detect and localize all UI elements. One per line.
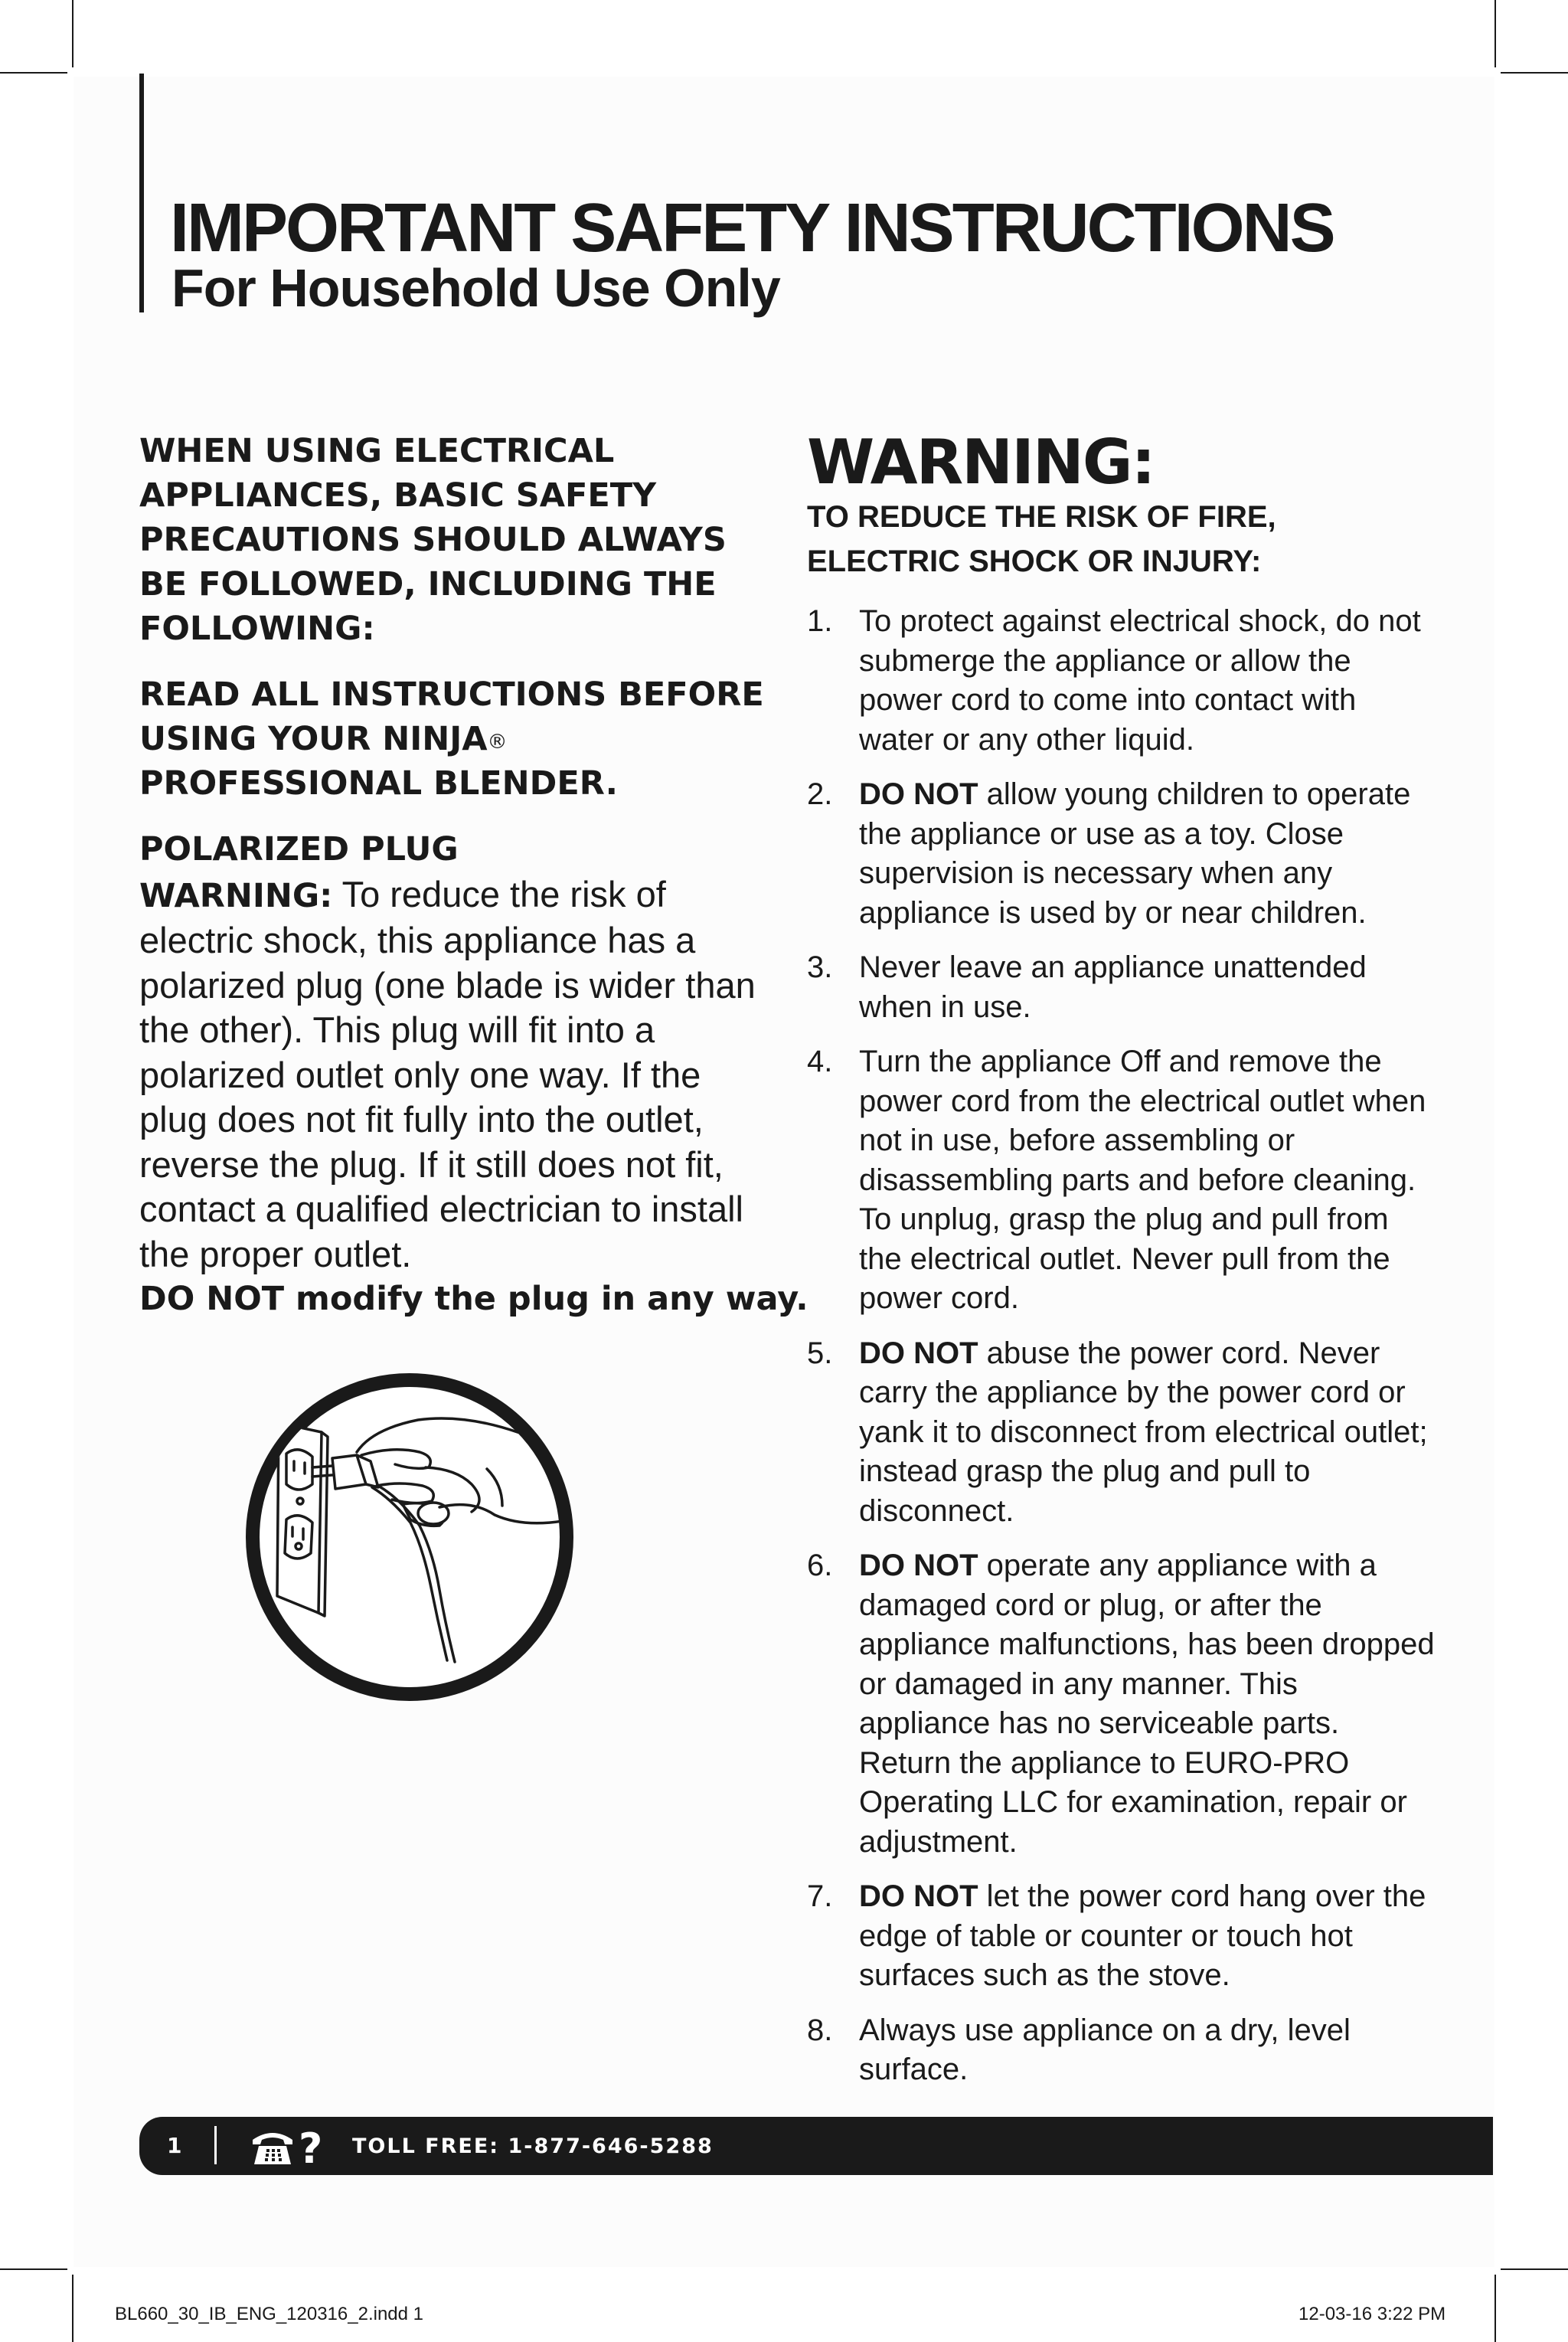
read-all-paragraph [139,672,775,806]
item-emphasis: DO NOT [859,1549,978,1582]
list-item [807,948,1435,1027]
list-item [807,602,1435,760]
item-text: let the power cord hang over the edge of table or counter or touch hot surfaces such as the stove. [859,1879,1426,1992]
polarized-plug-heading: POLARIZED PLUG [139,830,459,868]
toll-free-number: TOLL FREE: 1-877-646-5288 [352,2134,714,2158]
item-number: 7. [807,1879,833,1913]
crop-mark-top-right-v [1494,0,1496,67]
read-all-prefix: READ ALL INSTRUCTIONS BEFORE USING YOUR NINJA [139,675,764,758]
plug-warning-text: To reduce the risk of electric shock, this appliance has a polarized plug (one blade is wider than the other). This plug will fit into a polarized outlet only one way. If the plug does not fit fully into the outlet, reverse the plug. If it still does not fit, contact a qualified electrician to install the proper outlet. [139,873,756,1274]
crop-mark-bottom-right-h [1501,2268,1568,2270]
page-subtitle: For Household Use Only [172,258,780,318]
item-emphasis: DO NOT [859,1879,978,1913]
item-number: 6. [807,1549,833,1582]
left-column [139,429,808,1322]
registered-mark: ® [487,731,508,754]
item-emphasis: DO NOT [859,1336,978,1370]
warning-title: WARNING: [807,427,1155,498]
list-item [807,775,1435,933]
crop-mark-top-left-v [72,0,74,67]
item-number: 8. [807,2013,833,2047]
crop-mark-bottom-left-v [72,2275,74,2342]
footer-bar [139,2117,1493,2175]
plug-warning-label: WARNING: [139,876,333,915]
warning-list [807,602,1435,2105]
item-text: abuse the power cord. Never carry the appliance by the power cord or yank it to disconnect from electrical outlet; instead grasp the plug and pull to disconnect. [859,1336,1428,1528]
slug-timestamp: 12-03-16 3:22 PM [1298,2304,1446,2324]
title-rule [139,74,144,312]
crop-mark-top-right-h [1501,72,1568,74]
list-item [807,2011,1435,2090]
warning-subtitle: TO REDUCE THE RISK OF FIRE, ELECTRIC SHOCK OR INJURY: [807,500,1276,578]
item-text: Turn the appliance Off and remove the power cord from the electrical outlet when not in use, before assembling or disassembling parts and before cleaning. To unplug, grasp the plug and pull from the electrical outlet. Never pull from the power cord. [859,1045,1426,1315]
footer-divider [214,2126,217,2164]
plug-warning-end: DO NOT modify the plug in any way. [139,1280,808,1318]
read-all-suffix: PROFESSIONAL BLENDER. [139,764,618,803]
item-text: To protect against electrical shock, do not submerge the appliance or allow the power cord to come into contact with water or any other liquid. [859,604,1421,757]
page-number: 1 [167,2133,182,2158]
item-emphasis: DO NOT [859,777,978,811]
item-number: 5. [807,1336,833,1370]
item-text: Never leave an appliance unattended when in use. [859,950,1367,1024]
item-text: allow young children to operate the appliance or use as a toy. Close supervision is necessary when any appliance is used by or near children. [859,777,1411,930]
crop-mark-bottom-left-h [0,2268,67,2270]
phone-help-icon [251,2124,331,2167]
item-text: operate any appliance with a damaged cord or plug, or after the appliance malfunctions, has been dropped or damaged in any manner. This appliance has no serviceable parts. Return the appliance to EURO-PRO Operating LLC for examination, repair or adjustment. [859,1549,1435,1859]
item-number: 2. [807,777,833,811]
svg-text:?: ? [299,2124,323,2167]
page-title: IMPORTANT SAFETY INSTRUCTIONS [170,190,1334,267]
list-item [807,1042,1435,1319]
list-item [807,1877,1435,1996]
item-number: 1. [807,604,833,638]
list-item [807,1334,1435,1532]
polarized-plug-section [139,827,808,1322]
item-text: Always use appliance on a dry, level surface. [859,2013,1351,2086]
list-item [807,1546,1435,1862]
crop-mark-top-left-h [0,72,67,74]
unplug-illustration [242,1369,577,1705]
crop-mark-bottom-right-v [1494,2275,1496,2342]
slug-filename: BL660_30_IB_ENG_120316_2.indd 1 [115,2304,424,2324]
intro-paragraph: WHEN USING ELECTRICAL APPLIANCES, BASIC SAFETY PRECAUTIONS SHOULD ALWAYS BE FOLLOWED, INCLUDING THE FOLLOWING: [139,432,727,648]
item-number: 3. [807,950,833,984]
item-number: 4. [807,1045,833,1078]
